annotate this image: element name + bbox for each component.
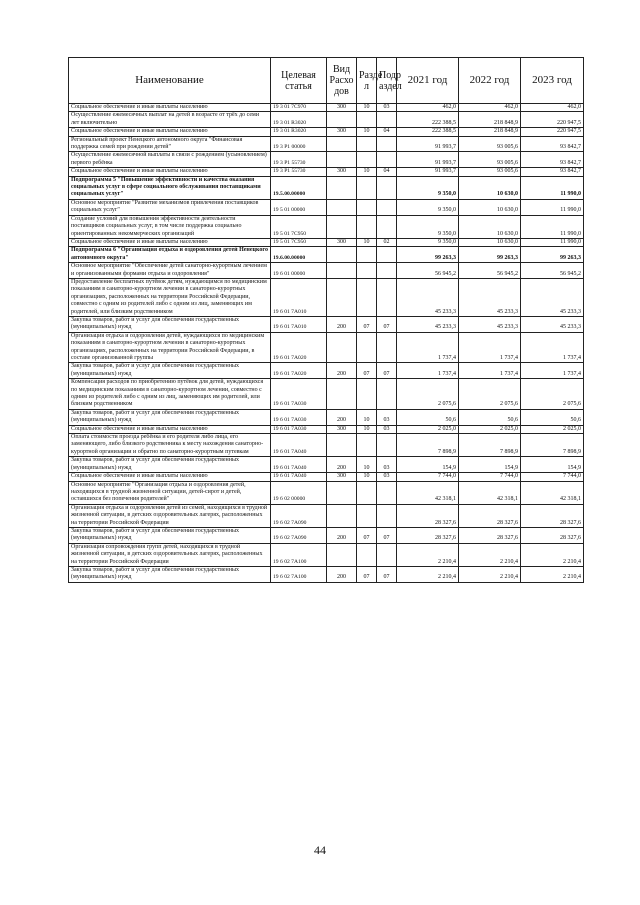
cell-expense-type: 300 (327, 425, 357, 433)
cell-2021: 2 210,4 (397, 543, 459, 566)
cell-name: Компенсация расходов по приобретению путёвок для детей, нуждающихся по медицинским показаниям в санаторно-курортном лечении, совместно с одним из родителей либо с одним из лиц, заменяющих им родителей, или близким родственником (69, 379, 271, 410)
header-target-article: Целевая статья (271, 58, 327, 104)
cell-target-article: 19 6 02 7А100 (271, 543, 327, 566)
cell-2023: 45 233,3 (521, 316, 584, 332)
cell-section: 10 (357, 425, 377, 433)
cell-name: Социальное обеспечение и иные выплаты населению (69, 104, 271, 112)
table-row (69, 238, 584, 246)
header-2022: 2022 год (459, 58, 521, 104)
cell-2023: 45 233,3 (521, 278, 584, 316)
cell-2023: 1 737,4 (521, 332, 584, 363)
table-row (69, 263, 584, 279)
cell-subsection (377, 112, 397, 128)
cell-2021: 28 327,6 (397, 504, 459, 527)
cell-2021: 56 945,2 (397, 263, 459, 279)
cell-target-article: 19 3 01 R3020 (271, 112, 327, 128)
cell-name: Закупка товаров, работ и услуг для обеспечения государственных (муниципальных) нужд (69, 363, 271, 379)
cell-name: Основное мероприятие "Организация отдыха и оздоровления детей, находящихся в трудной жизненной ситуации, детей-сирот и детей, оставшихся без попечения родителей" (69, 481, 271, 504)
cell-name: Закупка товаров, работ и услуг для обеспечения государственных (муниципальных) нужд (69, 566, 271, 582)
cell-2021: 50,6 (397, 409, 459, 425)
cell-2022: 45 233,3 (459, 316, 521, 332)
cell-2023: 99 263,3 (521, 247, 584, 263)
cell-name: Организация отдыха и оздоровления детей, нуждающихся по медицинским показаниям в санаторно-курортном лечении в санаторно-курортных организациях, расположенных на территории Российской Федерации, в составе организованной группы (69, 332, 271, 363)
cell-expense-type: 200 (327, 457, 357, 473)
table-row (69, 316, 584, 332)
cell-2022: 10 630,0 (459, 238, 521, 246)
cell-2022: 2 025,0 (459, 425, 521, 433)
cell-target-article: 19 6 01 7А040 (271, 473, 327, 481)
cell-section (357, 152, 377, 168)
cell-target-article: 19 6 01 7А020 (271, 332, 327, 363)
cell-expense-type: 200 (327, 566, 357, 582)
cell-2022: 7 898,9 (459, 434, 521, 457)
cell-2022: 154,9 (459, 457, 521, 473)
cell-2023: 28 327,6 (521, 527, 584, 543)
cell-2023: 50,6 (521, 409, 584, 425)
table-row (69, 566, 584, 582)
cell-expense-type: 300 (327, 473, 357, 481)
table-row (69, 543, 584, 566)
cell-expense-type: 300 (327, 128, 357, 136)
cell-name: Закупка товаров, работ и услуг для обеспечения государственных (муниципальных) нужд (69, 316, 271, 332)
cell-2021: 99 263,3 (397, 247, 459, 263)
cell-expense-type: 200 (327, 316, 357, 332)
cell-name: Оплата стоимости проезда ребёнка и его родителя либо лица, его заменяющего, либо близкого родственника к месту нахождения санаторно-курортной организации и обратно по санаторно-курортным путевкам (69, 434, 271, 457)
cell-target-article: 19 5 01 7С950 (271, 238, 327, 246)
cell-2021: 1 737,4 (397, 363, 459, 379)
cell-section (357, 379, 377, 410)
cell-2023: 7 744,0 (521, 473, 584, 481)
header-subsection: Подр аздел (377, 58, 397, 104)
table-row (69, 527, 584, 543)
cell-section: 10 (357, 473, 377, 481)
cell-2022: 218 848,9 (459, 112, 521, 128)
cell-subsection: 03 (377, 457, 397, 473)
header-expense-type: Вид Расхо дов (327, 58, 357, 104)
cell-expense-type (327, 247, 357, 263)
cell-subsection: 04 (377, 168, 397, 176)
cell-2021: 9 350,0 (397, 199, 459, 215)
header-2021: 2021 год (397, 58, 459, 104)
cell-target-article: 19 3 01 7С970 (271, 104, 327, 112)
cell-2021: 222 388,5 (397, 128, 459, 136)
table-row (69, 379, 584, 410)
cell-section (357, 136, 377, 152)
cell-2021: 28 327,6 (397, 527, 459, 543)
cell-2022: 462,0 (459, 104, 521, 112)
cell-subsection (377, 504, 397, 527)
table-row (69, 112, 584, 128)
cell-expense-type (327, 136, 357, 152)
cell-2023: 2 210,4 (521, 543, 584, 566)
cell-section (357, 263, 377, 279)
cell-target-article: 19 6 01 7А040 (271, 434, 327, 457)
table-row (69, 152, 584, 168)
cell-section (357, 332, 377, 363)
cell-name: Создание условий для повышения эффективности деятельности поставщиков социальных услуг, в том числе поддержка социально ориентированных некоммерческих организаций (69, 215, 271, 238)
cell-subsection: 02 (377, 238, 397, 246)
cell-subsection: 07 (377, 363, 397, 379)
cell-target-article: 19 6 01 7А030 (271, 425, 327, 433)
table-row (69, 434, 584, 457)
cell-2022: 93 005,6 (459, 136, 521, 152)
table-row (69, 168, 584, 176)
cell-target-article: 19 6 01 7А030 (271, 379, 327, 410)
cell-name: Социальное обеспечение и иные выплаты населению (69, 168, 271, 176)
cell-expense-type (327, 112, 357, 128)
cell-2022: 218 848,9 (459, 128, 521, 136)
cell-subsection (377, 434, 397, 457)
cell-2022: 10 630,0 (459, 199, 521, 215)
cell-name: Региональный проект Ненецкого автономного округа "Финансовая поддержка семей при рождении детей" (69, 136, 271, 152)
table-row (69, 473, 584, 481)
cell-expense-type: 200 (327, 409, 357, 425)
cell-section: 10 (357, 168, 377, 176)
cell-2022: 45 233,3 (459, 278, 521, 316)
page-number: 44 (314, 843, 326, 857)
cell-2023: 462,0 (521, 104, 584, 112)
cell-2022: 99 263,3 (459, 247, 521, 263)
cell-target-article: 19 6 02 7А090 (271, 504, 327, 527)
cell-2022: 42 318,1 (459, 481, 521, 504)
cell-expense-type (327, 543, 357, 566)
cell-2021: 9 350,0 (397, 215, 459, 238)
cell-2022: 28 327,6 (459, 504, 521, 527)
table-body (69, 104, 584, 583)
budget-table (68, 57, 584, 583)
cell-target-article: 19 6 01 7А040 (271, 457, 327, 473)
cell-subsection (377, 215, 397, 238)
cell-target-article: 19 3 P1 55730 (271, 168, 327, 176)
cell-2022: 56 945,2 (459, 263, 521, 279)
cell-name: Социальное обеспечение и иные выплаты населению (69, 473, 271, 481)
cell-name: Осуществление ежемесячных выплат на детей в возрасте от трёх до семи лет включительно (69, 112, 271, 128)
cell-2021: 2 210,4 (397, 566, 459, 582)
cell-section (357, 434, 377, 457)
cell-2023: 1 737,4 (521, 363, 584, 379)
cell-target-article: 19 6 02 00000 (271, 481, 327, 504)
cell-2022: 2 210,4 (459, 566, 521, 582)
cell-2021: 1 737,4 (397, 332, 459, 363)
cell-subsection: 03 (377, 473, 397, 481)
cell-target-article: 19 6 02 7А100 (271, 566, 327, 582)
cell-2022: 1 737,4 (459, 363, 521, 379)
cell-2021: 7 898,9 (397, 434, 459, 457)
cell-2023: 42 318,1 (521, 481, 584, 504)
cell-subsection: 03 (377, 425, 397, 433)
cell-expense-type (327, 152, 357, 168)
cell-subsection (377, 199, 397, 215)
cell-section: 10 (357, 104, 377, 112)
cell-expense-type (327, 434, 357, 457)
table-row (69, 425, 584, 433)
table-header (69, 58, 584, 104)
cell-2022: 2 075,6 (459, 379, 521, 410)
cell-expense-type: 200 (327, 363, 357, 379)
cell-expense-type (327, 481, 357, 504)
cell-target-article: 19 6 01 7А010 (271, 316, 327, 332)
cell-2021: 9 350,0 (397, 238, 459, 246)
cell-subsection (377, 152, 397, 168)
cell-name: Предоставление бесплатных путёвок детям, нуждающимся по медицинским показаниям в санаторно-курортном лечении в санаторно-курортных организациях, расположенных на территории Российской Федерации, совместно с одним из родителей либо с одним из лиц, заменяющих им родителей, или близким родственником (69, 278, 271, 316)
cell-name: Подпрограмма 5 "Повышение эффективности и качества оказания социальных услуг в сфере социального обслуживания поставщиками социальных услуг" (69, 176, 271, 199)
cell-section (357, 199, 377, 215)
cell-2022: 93 005,6 (459, 168, 521, 176)
cell-name: Закупка товаров, работ и услуг для обеспечения государственных (муниципальных) нужд (69, 457, 271, 473)
cell-2023: 2 210,4 (521, 566, 584, 582)
cell-expense-type: 200 (327, 527, 357, 543)
cell-name: Осуществление ежемесячной выплаты в связи с рождением (усыновлением) первого ребёнка (69, 152, 271, 168)
cell-2023: 93 842,7 (521, 152, 584, 168)
cell-subsection: 03 (377, 104, 397, 112)
table-row (69, 409, 584, 425)
cell-name: Социальное обеспечение и иные выплаты населению (69, 425, 271, 433)
cell-target-article: 19 6 01 00000 (271, 263, 327, 279)
cell-target-article: 19 3 01 R3020 (271, 128, 327, 136)
cell-section (357, 543, 377, 566)
table-row (69, 332, 584, 363)
cell-2023: 56 945,2 (521, 263, 584, 279)
cell-expense-type (327, 199, 357, 215)
cell-2022: 10 630,0 (459, 176, 521, 199)
header-2023: 2023 год (521, 58, 584, 104)
cell-target-article: 19.6.00.00000 (271, 247, 327, 263)
cell-subsection (377, 136, 397, 152)
cell-target-article: 19 5 01 7С950 (271, 215, 327, 238)
cell-2023: 2 075,6 (521, 379, 584, 410)
cell-2021: 45 233,3 (397, 278, 459, 316)
cell-expense-type (327, 504, 357, 527)
cell-2021: 42 318,1 (397, 481, 459, 504)
cell-2023: 11 990,0 (521, 238, 584, 246)
cell-target-article: 19 6 01 7А030 (271, 409, 327, 425)
table-row (69, 504, 584, 527)
cell-name: Социальное обеспечение и иные выплаты населению (69, 128, 271, 136)
cell-expense-type (327, 278, 357, 316)
cell-2023: 7 898,9 (521, 434, 584, 457)
cell-2022: 10 630,0 (459, 215, 521, 238)
cell-2023: 93 842,7 (521, 136, 584, 152)
cell-subsection: 03 (377, 409, 397, 425)
cell-subsection (377, 278, 397, 316)
cell-2023: 11 990,0 (521, 199, 584, 215)
cell-expense-type: 300 (327, 168, 357, 176)
table-row (69, 278, 584, 316)
cell-subsection (377, 379, 397, 410)
cell-expense-type (327, 215, 357, 238)
cell-2023: 11 990,0 (521, 176, 584, 199)
header-section: Разде л (357, 58, 377, 104)
table-row (69, 363, 584, 379)
header-name: Наименование (69, 58, 271, 104)
cell-2021: 91 993,7 (397, 136, 459, 152)
cell-2023: 220 947,5 (521, 112, 584, 128)
cell-2023: 11 990,0 (521, 215, 584, 238)
cell-expense-type (327, 263, 357, 279)
cell-section: 07 (357, 527, 377, 543)
cell-name: Закупка товаров, работ и услуг для обеспечения государственных (муниципальных) нужд (69, 409, 271, 425)
cell-2021: 2 025,0 (397, 425, 459, 433)
cell-2022: 93 005,6 (459, 152, 521, 168)
table-row (69, 128, 584, 136)
cell-2021: 91 993,7 (397, 168, 459, 176)
cell-target-article: 19 3 P1 55730 (271, 152, 327, 168)
cell-2021: 154,9 (397, 457, 459, 473)
cell-target-article: 19 6 01 7А020 (271, 363, 327, 379)
table-row (69, 199, 584, 215)
cell-section (357, 215, 377, 238)
table-row (69, 481, 584, 504)
cell-2023: 28 327,6 (521, 504, 584, 527)
cell-2023: 2 025,0 (521, 425, 584, 433)
cell-name: Основное мероприятие "Развитие механизмов привлечения поставщиков социальных услуг" (69, 199, 271, 215)
cell-subsection (377, 176, 397, 199)
cell-section (357, 176, 377, 199)
cell-subsection (377, 543, 397, 566)
cell-expense-type: 300 (327, 238, 357, 246)
cell-subsection: 04 (377, 128, 397, 136)
cell-section (357, 504, 377, 527)
cell-section (357, 247, 377, 263)
cell-section (357, 481, 377, 504)
cell-2023: 93 842,7 (521, 168, 584, 176)
cell-section: 07 (357, 566, 377, 582)
table-row (69, 104, 584, 112)
cell-subsection (377, 332, 397, 363)
cell-target-article: 19 5 01 00000 (271, 199, 327, 215)
cell-2023: 220 947,5 (521, 128, 584, 136)
cell-section: 10 (357, 409, 377, 425)
cell-2022: 7 744,0 (459, 473, 521, 481)
table-row (69, 247, 584, 263)
cell-subsection (377, 247, 397, 263)
cell-section (357, 112, 377, 128)
cell-name: Организация отдыха и оздоровления детей из семей, находящихся в трудной жизненной ситуации, в детских оздоровительных лагерях, расположенных на территории Российской Федерации (69, 504, 271, 527)
cell-name: Основное мероприятие "Обеспечение детей санаторно-курортным лечением и организованными формами отдыха и оздоровления" (69, 263, 271, 279)
cell-section: 10 (357, 457, 377, 473)
cell-section: 07 (357, 363, 377, 379)
table-row (69, 176, 584, 199)
table-row (69, 215, 584, 238)
cell-2021: 91 993,7 (397, 152, 459, 168)
cell-subsection: 07 (377, 527, 397, 543)
cell-name: Закупка товаров, работ и услуг для обеспечения государственных (муниципальных) нужд (69, 527, 271, 543)
cell-expense-type (327, 379, 357, 410)
cell-name: Подпрограмма 6 "Организация отдыха и оздоровления детей Ненецкого автономного округа" (69, 247, 271, 263)
table-row (69, 457, 584, 473)
cell-subsection: 07 (377, 566, 397, 582)
table-row (69, 136, 584, 152)
cell-subsection: 07 (377, 316, 397, 332)
cell-name: Социальное обеспечение и иные выплаты населению (69, 238, 271, 246)
cell-2022: 28 327,6 (459, 527, 521, 543)
cell-target-article: 19.5.00.00000 (271, 176, 327, 199)
cell-section (357, 278, 377, 316)
cell-2021: 2 075,6 (397, 379, 459, 410)
cell-2022: 1 737,4 (459, 332, 521, 363)
cell-2021: 45 233,3 (397, 316, 459, 332)
cell-2023: 154,9 (521, 457, 584, 473)
cell-section: 07 (357, 316, 377, 332)
cell-2021: 7 744,0 (397, 473, 459, 481)
cell-subsection (377, 481, 397, 504)
cell-2021: 222 388,5 (397, 112, 459, 128)
cell-target-article: 19 3 P1 00000 (271, 136, 327, 152)
cell-2022: 50,6 (459, 409, 521, 425)
cell-2021: 9 350,0 (397, 176, 459, 199)
cell-target-article: 19 6 02 7А090 (271, 527, 327, 543)
cell-name: Организация сопровождения групп детей, находящихся в трудной жизненной ситуации, в детских оздоровительных лагерях, расположенных на территории Российской Федерации (69, 543, 271, 566)
cell-2022: 2 210,4 (459, 543, 521, 566)
cell-2021: 462,0 (397, 104, 459, 112)
cell-section: 10 (357, 238, 377, 246)
cell-subsection (377, 263, 397, 279)
cell-expense-type (327, 176, 357, 199)
cell-expense-type (327, 332, 357, 363)
cell-section: 10 (357, 128, 377, 136)
cell-target-article: 19 6 01 7А010 (271, 278, 327, 316)
cell-expense-type: 300 (327, 104, 357, 112)
